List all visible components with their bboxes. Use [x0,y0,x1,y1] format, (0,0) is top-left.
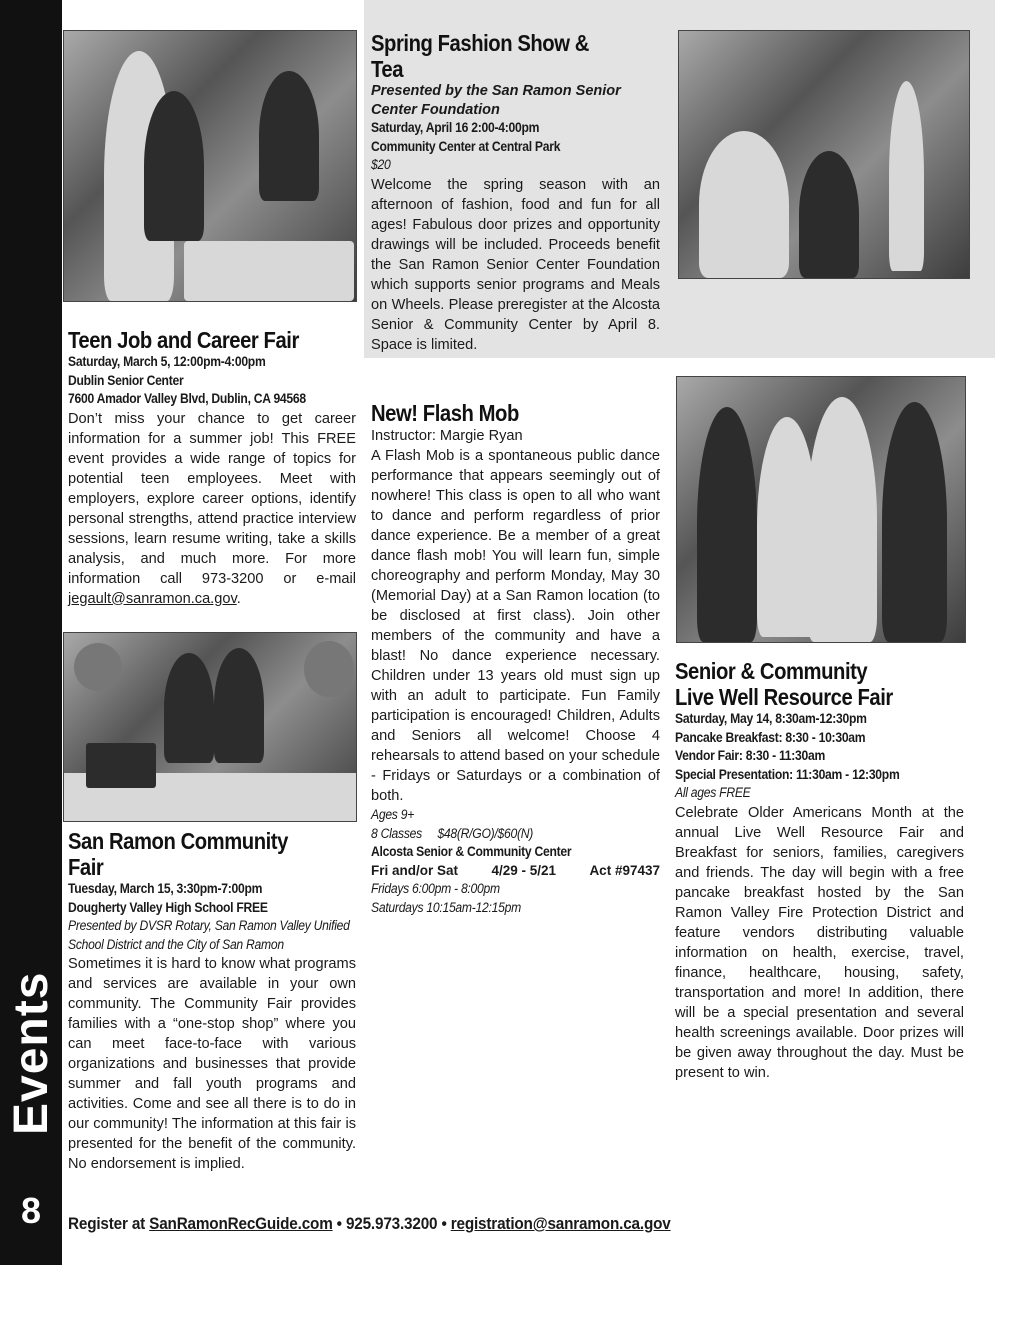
community-fair-presenters: Presented by DVSR Rotary, San Ramon Valley Unified School District and the City of San Ramon [68,918,350,952]
flash-mob-saturday-times: Saturdays 10:15am-12:15pm [371,899,521,915]
fashion-show-price: $20 [371,157,391,172]
footer-register-label: Register at [68,1214,150,1233]
teen-fair-title: Teen Job and Career Fair [68,327,299,353]
flash-mob-classes: 8 Classes $48(R/GO)/$60(N) [371,825,534,841]
flash-mob-title: New! Flash Mob [371,400,519,426]
community-fair-venue: Dougherty Valley High School FREE [68,899,268,915]
fashion-show-title: Spring Fashion Show & Tea [371,30,589,82]
sidebar [0,0,62,1265]
flash-mob-friday-times: Fridays 6:00pm - 8:00pm [371,881,500,896]
footer-site-link[interactable]: SanRamonRecGuide.com [149,1214,333,1233]
live-well-breakfast: Pancake Breakfast: 8:30 - 10:30am [675,729,866,745]
community-fair-title: San Ramon Community Fair [68,828,288,880]
live-well-title-line1: Senior & Community [675,658,868,684]
photo-teen-fair [63,30,357,302]
photo-community-fair [63,632,357,822]
live-well-date: Saturday, May 14, 8:30am-12:30pm [675,711,867,726]
footer-email-link[interactable]: registration@sanramon.ca.gov [450,1214,671,1233]
footer-phone: 925.973.3200 [345,1214,438,1233]
teen-fair-date: Saturday, March 5, 12:00pm-4:00pm [68,354,266,369]
community-fair-article [68,828,356,1174]
photo-live-well [676,376,966,643]
teen-fair-email-link[interactable]: jegault@sanramon.ca.gov [68,590,237,607]
footer-separator-1: • [332,1214,346,1233]
live-well-vendor: Vendor Fair: 8:30 - 11:30am [675,748,826,763]
community-fair-body: Sometimes it is hard to know what programs and services are available in your own community. The Community Fair provides families with a “one-stop shop” where you can meet face-to-face with various organizations and businesses that provide summer and fall youth programs and activities. Come and see all there is to do in our community! The information at this fair is presented for the benefit of the community. No endorsement is implied. [68,956,356,1172]
flash-mob-days: Fri and/or Sat [371,862,459,878]
teen-fair-body [68,409,356,609]
live-well-special: Special Presentation: 11:30am - 12:30pm [675,766,900,782]
live-well-title-line2: Live Well Resource Fair [675,684,893,710]
fashion-show-article [371,30,660,355]
flash-mob-body: A Flash Mob is a spontaneous public dance performance that appears seemingly out of nowhere! This class is open to all who want to dance and perform regardless of prior dance experience. Be a member of a great dance flash mob! You will learn fun, simple choreography and perform Monday, May 30 (Memorial Day) at a San Ramon location (to be disclosed at first class). Join other members of the community and have a blast! No dance experience necessary. Children under 13 years old must sign up with an adult to participate. Fun Family participation is encouraged! Children, Adults and Seniors all welcome! Choose 4 rehearsals to attend based on your schedule - Fridays or Saturdays or a combination of both. [371,448,660,804]
flash-mob-instructor: Instructor: Margie Ryan [371,428,523,444]
live-well-article [675,658,964,1083]
flash-mob-activity-number: Act #97437 [589,862,660,878]
teen-fair-text: Don’t miss your chance to get career information for a summer job! This FREE event provides a wide range of topics for potential teen employees. Meet with employers, explore career options, identify personal strengths, attend practice interview sessions, learn resume writing, take a skills analysis, and much more. For more information call 973-3200 or e-mail [68,410,356,587]
page-number: 8 [20,1190,42,1231]
photo-fashion-show [678,30,970,279]
flash-mob-schedule-row [371,862,660,881]
fashion-show-date: Saturday, April 16 2:00-4:00pm [371,120,540,135]
fashion-show-body: Welcome the spring season with an afternoon of fashion, food and fun for all ages! Fabulous door prizes and opportunity drawings will be included. Proceeds benefit the San Ramon Senior Center Foundation which supports senior programs and Meals on Wheels. Please preregister at the Alcosta Senior & Community Center by April 8. Space is limited. [371,176,660,353]
footer-register-line [68,1214,671,1234]
flash-mob-ages: Ages 9+ [371,807,415,822]
teen-fair-address: 7600 Amador Valley Blvd, Dublin, CA 94568 [68,391,306,406]
flash-mob-dates: 4/29 - 5/21 [491,862,556,878]
footer-separator-2: • [437,1214,451,1233]
teen-fair-end: . [236,590,241,607]
flash-mob-article [371,400,660,917]
fashion-show-venue: Community Center at Central Park [371,138,561,154]
flash-mob-venue: Alcosta Senior & Community Center [371,844,572,859]
community-fair-date: Tuesday, March 15, 3:30pm-7:00pm [68,881,263,896]
live-well-body: Celebrate Older Americans Month at the annual Live Well Resource Fair and Breakfast for seniors, families, caregivers and friends. The day will begin with a free pancake breakfast hosted by the San Ramon Valley Fire Protection District and feature vendors distributing valuable information on health, exercise, travel, finance, healthcare, housing, safety, transportation and more! In addition, there will be a special presentation and several health screenings available. Door prizes will be given away throughout the day. Must be present to win. [675,804,964,1081]
section-label: Events [5,971,58,1135]
fashion-show-presenters: Presented by the San Ramon Senior Center Foundation [371,83,621,118]
live-well-ages: All ages FREE [675,785,751,800]
teen-fair-article [68,327,356,609]
teen-fair-venue: Dublin Senior Center [68,372,184,388]
